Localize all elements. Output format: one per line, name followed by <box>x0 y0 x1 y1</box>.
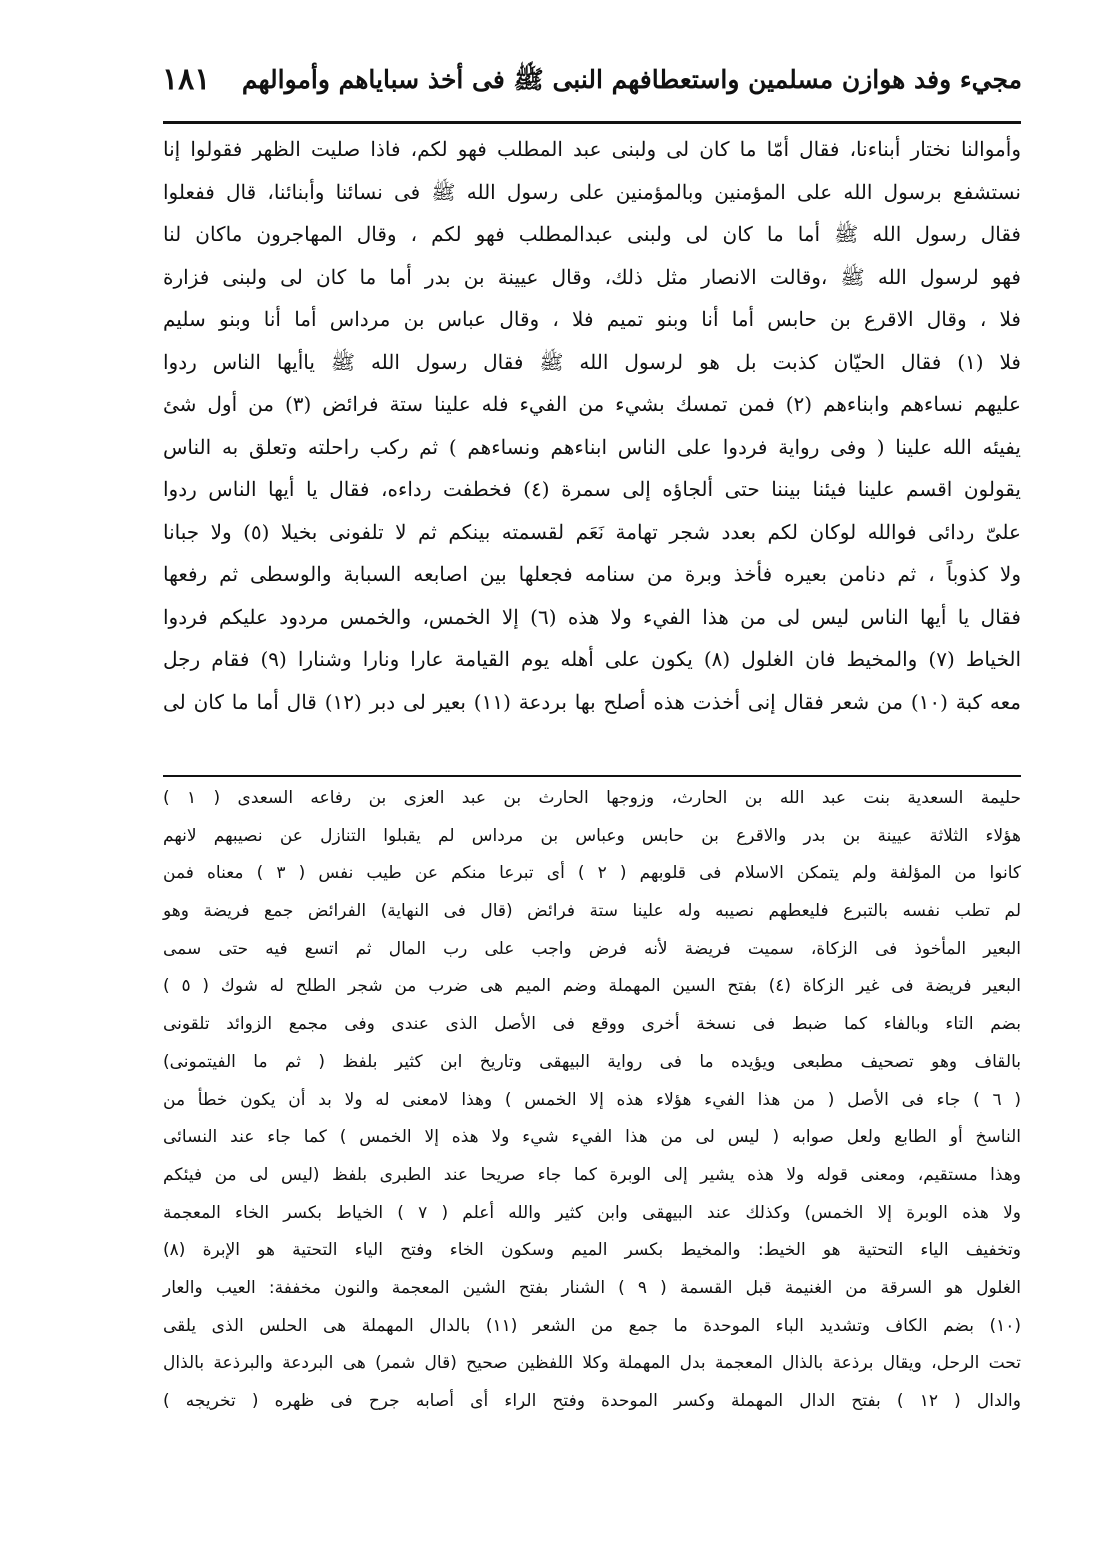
main-text-line: عليهم نساءهم وابناءهم (٢) فمن تمسك بشيء من الفيء فله علينا ستة فرائض (٣) من أول شئ <box>163 392 1021 416</box>
footnote-line: وهذا مستقيم، ومعنى قوله ولا هذه يشير إلى الوبرة كما جاء صريحا عند الطبرى بلفظ (ليس لى من فيئكم <box>163 1164 1021 1185</box>
footnote-line: والدال ( ١٢ ) بفتح الدال المهملة وكسر الموحدة وفتح الراء أى أصابه جرح فى ظهره ( تخريجه ) <box>163 1391 1021 1411</box>
footnote-line: ( ٦ ) جاء فى الأصل ( من هذا الفيء هؤلاء هذه إلا الخمس ) وهذا لامعنى له ولا بد أن يكون خطأ من <box>163 1089 1021 1110</box>
footnote-line: بالقاف وهو تصحيف مطبعى ويؤيده ما فى رواية البيهقى وتاريخ ابن كثير بلفظ ( ثم ما الفيتمونى) <box>163 1051 1021 1072</box>
main-text-line: فقال يا أيها الناس ليس لى من هذا الفيء ولا هذه (٦) إلا الخمس، والخمس مردود عليكم فردوا <box>163 604 1021 629</box>
footnote-line: تحت الرحل، ويقال برذعة بالذال المعجمة بدل المهملة وكلا اللفظين صحيح (قال شمر) هى البردعة والبرذعة بالذال <box>163 1353 1021 1374</box>
main-text-line: فلا ، وقال الاقرع بن حابس أما أنا وبنو تميم فلا ، وقال عباس بن مرداس أما أنا وبنو سليم <box>163 307 1021 331</box>
main-text-line: الخياط (٧) والمخيط فان الغلول (٨) يكون على أهله يوم القيامة عارا ونارا وشنارا (٩) فقام رجل <box>163 647 1022 671</box>
main-text-line: نستشفع برسول الله على المؤمنين وبالمؤمنين على رسول الله ﷺ فى نسائنا وأبنائنا، قال ففعلوا <box>163 179 1021 204</box>
main-text-line: علىّ ردائى فوالله لوكان لكم بعدد شجر تهامة نَعَم لقسمته بينكم ثم لا تلفونى بخيلا (٥) ولا جبانا <box>163 519 1021 544</box>
footnote-line: الناسخ أو الطابع ولعل صوابه ( ليس لى من هذا الفيء شيء ولا هذه إلا الخمس ) كما جاء عند النسائى <box>163 1127 1021 1148</box>
main-text-line: فهو لرسول الله ﷺ ،وقالت الانصار مثل ذلك، وقال عيينة بن بدر أما ما كان لى ولبنى فزارة <box>163 264 1021 289</box>
main-text-block <box>163 128 1021 768</box>
running-title: مجيء وفد هوازن مسلمين واستعطافهم النبى ﷺ فى أخذ سباياهم وأموالهم <box>241 65 1022 94</box>
footnote-line: الغلول هو السرقة من الغنيمة قبل القسمة ( ٩ ) الشنار بفتح الشين المعجمة والنون مخففة: العيب والعار <box>163 1277 1021 1298</box>
main-text-line: فلا (١) فقال الحيّان كذبت بل هو لرسول الله ﷺ فقال رسول الله ﷺ ياأيها الناس ردوا <box>163 349 1021 374</box>
footnote-line: وتخفيف الياء التحتية هو الخيط: والمخيط بكسر الميم وسكون الخاء وفتح الياء التحتية هو الإبرة (٨) <box>163 1240 1021 1261</box>
header-divider <box>163 121 1021 124</box>
footnote-line: البعير المأخوذ فى الزكاة، سميت فريضة لأنه فرض واجب على رب المال ثم اتسع فيه حتى سمى <box>163 938 1021 959</box>
footnote-line: (١٠) بضم الكاف وتشديد الباء الموحدة ما جمع من الشعر (١١) بالدال المهملة هى الحلس الذى يلقى <box>163 1315 1021 1336</box>
footnote-line: بضم التاء وبالفاء كما ضبط فى نسخة أخرى ووقع فى الأصل الذى عندى وفى مجمع الزوائد تلقونى <box>163 1014 1021 1035</box>
footnote-line: لم تطب نفسه بالتبرع فليعطهم نصيبه وله علينا ستة فرائض (قال فى النهاية) الفرائض جمع فريضة وهو <box>163 901 1021 922</box>
footnote-line: ولا هذه الوبرة إلا الخمس) وكذلك عند البيهقى وابن كثير والله أعلم ( ٧ ) الخياط بكسر الخاء المعجمة <box>163 1202 1021 1223</box>
footnote-line: كانوا من المؤلفة ولم يتمكن الاسلام فى قلوبهم ( ٢ ) أى تبرعا منكم عن طيب نفس ( ٣ ) معناه فمن <box>163 863 1022 884</box>
page-header <box>162 56 1022 112</box>
main-text-line: وأموالنا نختار أبناءنا، فقال أمّا ما كان لى ولبنى عبد المطلب فهو لكم، فاذا صليت الظهر فقولوا إنا <box>163 137 1021 161</box>
footnote-divider <box>163 775 1021 777</box>
footnote-line: حليمة السعدية بنت عبد الله بن الحارث، وزوجها الحارث بن عبد العزى بن رفاعه السعدى ( ١ ) <box>163 788 1021 808</box>
main-text-line: فقال رسول الله ﷺ أما ما كان لى ولبنى عبدالمطلب فهو لكم ، وقال المهاجرون ماكان لنا <box>163 222 1021 246</box>
main-text-line: يقولون اقسم علينا فيئنا بيننا حتى ألجاؤه إلى سمرة (٤) فخطفت رداءه، فقال يا أيها الناس ردوا <box>163 477 1021 501</box>
main-text-line: معه كبة (١٠) من شعر فقال إنى أخذت هذه أصلح بها بردعة (١١) بعير لى دبر (١٢) قال أما ما كان لى <box>163 689 1021 714</box>
footnote-line: هؤلاء الثلاثة عيينة بن بدر والاقرع بن حابس وعباس بن مرداس لم يقبلوا التنازل عن نصيبهم لانهم <box>163 825 1021 846</box>
page-number: ١٨١ <box>162 62 211 97</box>
main-text-line: ولا كذوباً ، ثم دنامن بعيره فأخذ وبرة من سنامه فجعلها بين اصابعه السبابة والوسطى ثم رفعها <box>163 562 1021 586</box>
footnote-line: البعير فريضة فى غير الزكاة (٤) بفتح السين المهملة وضم الميم هى ضرب من شجر الطلح له شوك ( ٥ ) <box>163 976 1021 997</box>
main-text-line: يفيئه الله علينا ( وفى رواية فردوا على الناس ابناءهم ونساءهم ) ثم ركب راحلته وتعلق به الناس <box>163 434 1021 459</box>
footnotes-block <box>163 780 1021 1500</box>
